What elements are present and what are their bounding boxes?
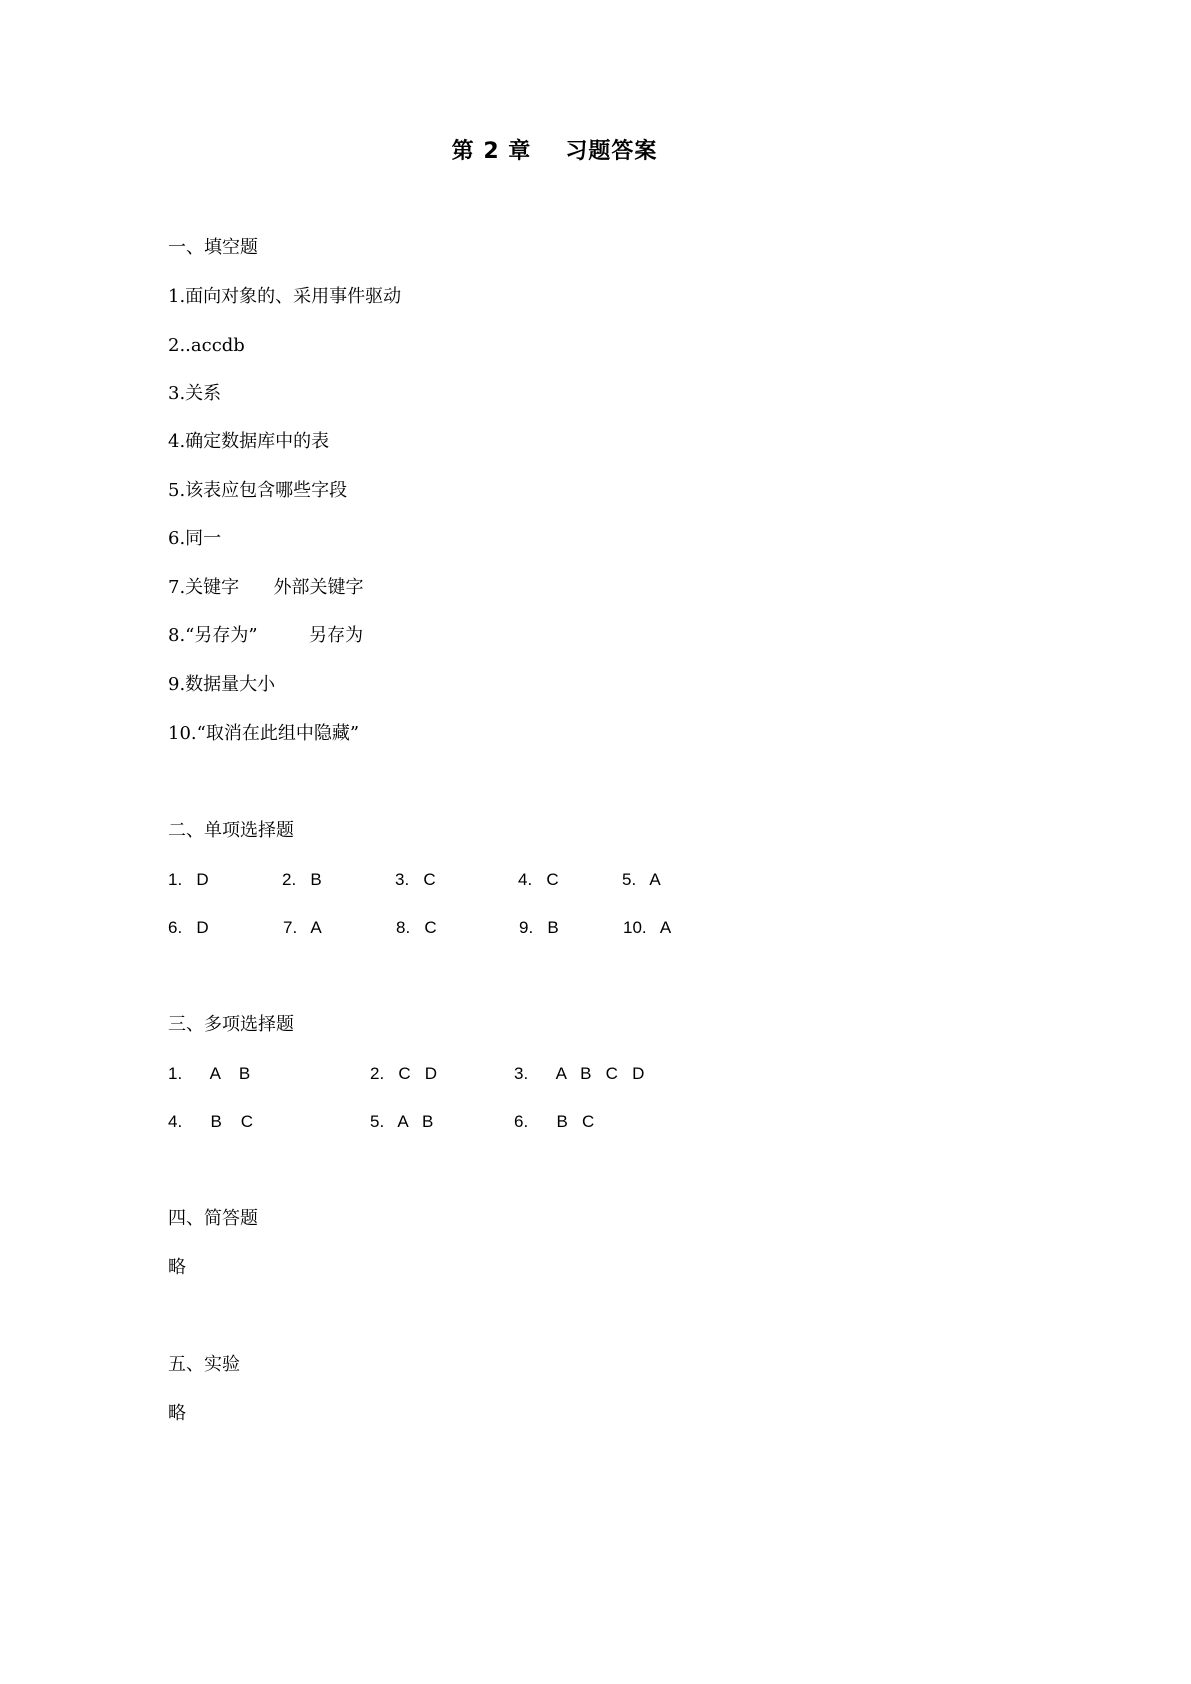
short-answer-body: 略 [168, 1257, 186, 1278]
single-choice-answer: 8. C [396, 918, 437, 937]
multi-choice-answer: 4. B C [168, 1112, 254, 1131]
fill-blank-item-8: 8.“另存为” 另存为 [168, 625, 364, 646]
section-heading-single-choice: 二、单项选择题 [168, 820, 294, 841]
single-choice-answer: 9. B [519, 918, 559, 937]
multi-choice-answer: 6. B C [514, 1112, 595, 1131]
title-chapter: 第 2 章 [451, 139, 532, 164]
fill-blank-item-1: 1.面向对象的、采用事件驱动 [168, 286, 402, 307]
section-heading-experiment: 五、实验 [168, 1354, 240, 1375]
fill-blank-item-2: 2..accdb [168, 335, 245, 356]
single-choice-answer: 10. A [623, 918, 672, 937]
single-choice-answer: 5. A [622, 870, 661, 889]
multi-choice-answer: 1. A B [168, 1064, 251, 1083]
single-choice-answer: 4. C [518, 870, 559, 889]
title-subject: 习题答案 [565, 139, 658, 164]
multi-choice-answer: 2. C D [370, 1064, 438, 1083]
single-choice-answer: 3. C [395, 870, 436, 889]
single-choice-answer: 6. D [168, 918, 209, 937]
fill-blank-item-4: 4.确定数据库中的表 [168, 431, 330, 452]
fill-blank-item-10: 10.“取消在此组中隐藏” [168, 723, 360, 744]
single-choice-answer: 1. D [168, 870, 209, 889]
experiment-body: 略 [168, 1403, 186, 1424]
multi-choice-answer: 5. A B [370, 1112, 434, 1131]
fill-blank-item-7: 7.关键字 外部关键字 [168, 577, 364, 598]
single-choice-answer: 2. B [282, 870, 322, 889]
fill-blank-item-5: 5.该表应包含哪些字段 [168, 480, 348, 501]
page-title [0, 134, 1109, 165]
multi-choice-answer: 3. A B C D [514, 1064, 645, 1083]
section-heading-fill-blank: 一、填空题 [168, 237, 258, 258]
fill-blank-item-6: 6.同一 [168, 528, 222, 549]
fill-blank-item-3: 3.关系 [168, 383, 222, 404]
section-heading-short-answer: 四、简答题 [168, 1208, 258, 1229]
fill-blank-item-9: 9.数据量大小 [168, 674, 276, 695]
single-choice-answer: 7. A [283, 918, 322, 937]
section-heading-multi-choice: 三、多项选择题 [168, 1014, 294, 1035]
